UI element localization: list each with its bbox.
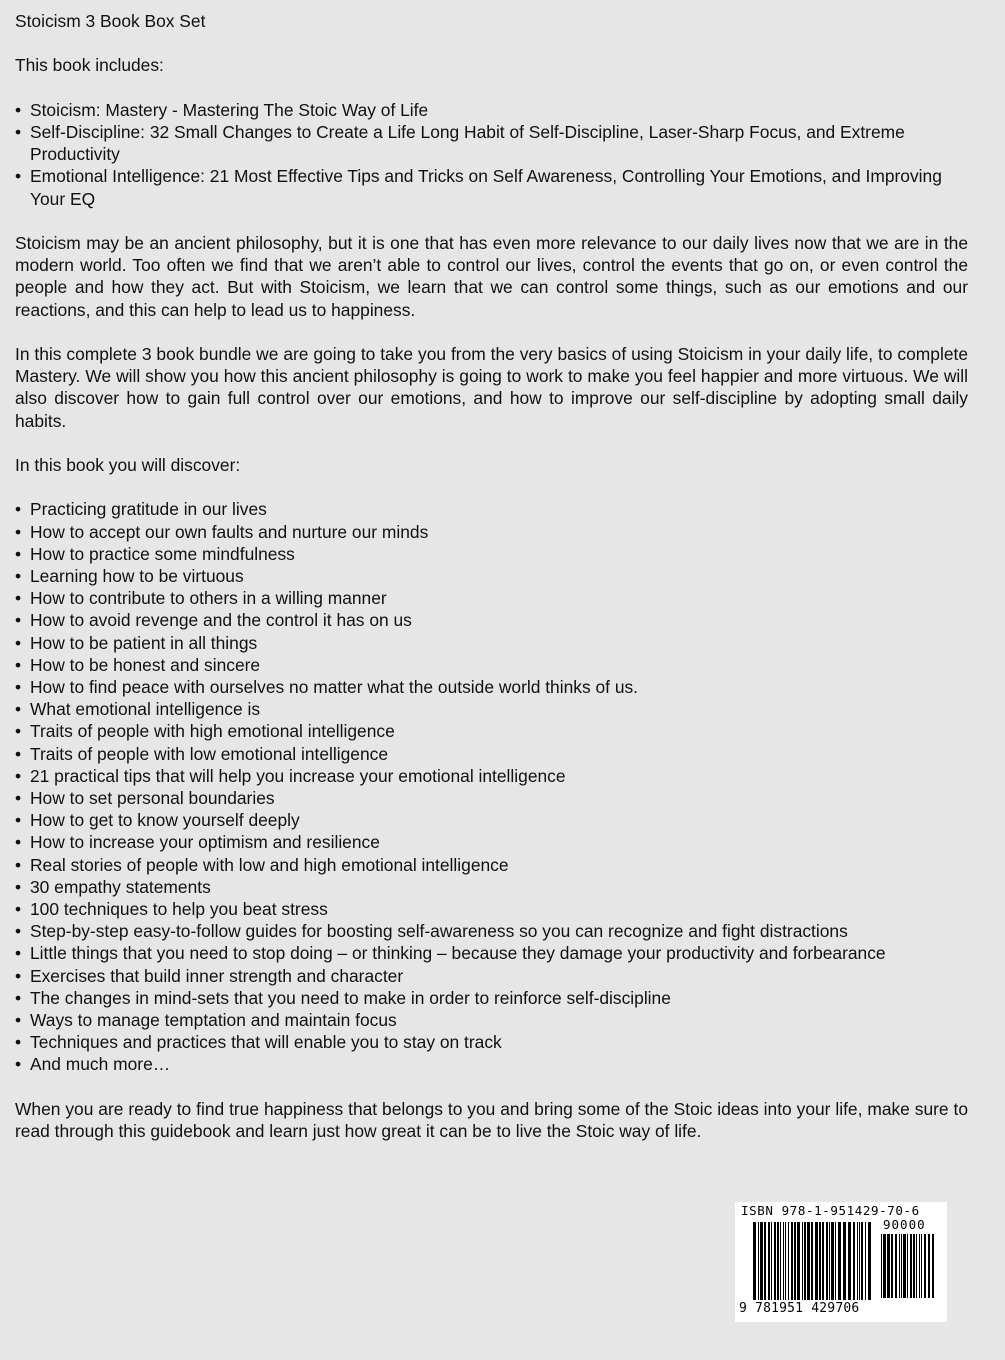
- included-book-item-text: Self-Discipline: 32 Small Changes to Create a Life Long Habit of Self-Discipline, Laser-Sharp Focus, and Extreme Productivity: [30, 121, 905, 165]
- discover-item-text: And much more…: [30, 1054, 171, 1075]
- included-book-item: [15, 99, 968, 121]
- discover-item-text: Little things that you need to stop doing – or thinking – because they damage your productivity and forbearance: [30, 943, 886, 964]
- discover-item-text: Real stories of people with low and high emotional intelligence: [30, 854, 509, 875]
- discover-item: [15, 609, 968, 631]
- discover-item: [15, 987, 968, 1009]
- discover-item: [15, 1053, 968, 1075]
- bullet-icon: •: [15, 543, 22, 564]
- price-barcode-bars-icon: [881, 1234, 937, 1298]
- bullet-icon: •: [15, 943, 22, 964]
- discover-item-text: Practicing gratitude in our lives: [30, 499, 267, 520]
- bullet-icon: •: [15, 677, 22, 697]
- isbn-label: ISBN 978-1-951429-70-6: [741, 1203, 920, 1218]
- discover-item: [15, 765, 968, 787]
- discover-item: [15, 676, 968, 698]
- bullet-icon: •: [15, 588, 22, 609]
- discover-item-text: Traits of people with low emotional intelligence: [30, 743, 388, 764]
- bullet-icon: •: [15, 876, 22, 897]
- discover-list: [15, 498, 968, 1075]
- discover-item: [15, 498, 968, 520]
- discover-item-text: Traits of people with high emotional intelligence: [30, 721, 395, 742]
- discover-item-text: Step-by-step easy-to-follow guides for boosting self-awareness so you can recognize and fight distractions: [30, 921, 848, 942]
- discover-item-text: Techniques and practices that will enable you to stay on track: [30, 1032, 502, 1053]
- bullet-icon: •: [15, 1032, 22, 1053]
- price-code: 90000: [883, 1217, 926, 1232]
- bullet-icon: •: [15, 810, 22, 831]
- bullet-icon: •: [15, 832, 22, 853]
- bullet-icon: •: [15, 121, 22, 142]
- discover-item-text: How to contribute to others in a willing manner: [30, 588, 387, 609]
- bullet-icon: •: [15, 610, 22, 631]
- book-title: Stoicism 3 Book Box Set: [15, 11, 206, 31]
- bullet-icon: •: [15, 854, 22, 875]
- discover-item-text: How to find peace with ourselves no matter what the outside world thinks of us.: [30, 677, 639, 697]
- included-book-item: [15, 165, 968, 209]
- discover-item: [15, 521, 968, 543]
- discover-item: [15, 720, 968, 742]
- discover-item-text: How to be patient in all things: [30, 632, 258, 653]
- closing-paragraph: When you are ready to find true happiness that belongs to you and bring some of the Stoic ideas into your life, make sure to read through this guidebook and learn just how great it can be to live the Stoic way of life.: [15, 1098, 968, 1142]
- discover-item-text: How to accept our own faults and nurture our minds: [30, 521, 429, 542]
- included-book-item-text: Stoicism: Mastery - Mastering The Stoic Way of Life: [30, 99, 429, 120]
- discover-item-text: How to increase your optimism and resilience: [30, 832, 380, 853]
- discover-item: [15, 809, 968, 831]
- discover-item: [15, 632, 968, 654]
- bullet-icon: •: [15, 965, 22, 986]
- bullet-icon: •: [15, 1054, 22, 1075]
- discover-item: [15, 854, 968, 876]
- back-cover-text: [15, 10, 968, 1142]
- discover-item-text: How to get to know yourself deeply: [30, 810, 300, 831]
- discover-item: [15, 565, 968, 587]
- bullet-icon: •: [15, 721, 22, 742]
- discover-item: [15, 587, 968, 609]
- bullet-icon: •: [15, 1010, 22, 1031]
- discover-item: [15, 654, 968, 676]
- includes-heading: This book includes:: [15, 55, 164, 76]
- included-book-item: [15, 121, 968, 165]
- discover-item: [15, 1009, 968, 1031]
- discover-item-text: How to set personal boundaries: [30, 788, 275, 809]
- bullet-icon: •: [15, 699, 22, 720]
- bullet-icon: •: [15, 788, 22, 809]
- discover-item: [15, 787, 968, 809]
- discover-item-text: 21 practical tips that will help you increase your emotional intelligence: [30, 765, 566, 786]
- discover-item: [15, 831, 968, 853]
- included-book-item-text: Emotional Intelligence: 21 Most Effective Tips and Tricks on Self Awareness, Controlling Your Emotions, and Improving Your EQ: [30, 166, 942, 209]
- bullet-icon: •: [15, 899, 22, 920]
- discover-heading: In this book you will discover:: [15, 454, 241, 475]
- barcode-bars-icon: [753, 1222, 873, 1302]
- bullet-icon: •: [15, 654, 22, 675]
- discover-item-text: What emotional intelligence is: [30, 699, 261, 720]
- discover-item: [15, 743, 968, 765]
- discover-item-text: How to practice some mindfulness: [30, 543, 295, 564]
- discover-item: [15, 543, 968, 565]
- discover-item: [15, 876, 968, 898]
- discover-item: [15, 698, 968, 720]
- bullet-icon: •: [15, 632, 22, 653]
- discover-item-text: The changes in mind-sets that you need to make in order to reinforce self-discipline: [30, 987, 671, 1008]
- bullet-icon: •: [15, 499, 22, 520]
- discover-item: [15, 1031, 968, 1053]
- discover-item: [15, 898, 968, 920]
- discover-item-text: 30 empathy statements: [30, 876, 211, 897]
- isbn-barcode: [735, 1202, 947, 1322]
- discover-item: [15, 920, 968, 942]
- discover-item-text: How to be honest and sincere: [30, 654, 261, 675]
- discover-item: [15, 942, 968, 964]
- discover-item-text: How to avoid revenge and the control it has on us: [30, 610, 412, 631]
- intro-paragraph: Stoicism may be an ancient philosophy, but it is one that has even more relevance to our daily lives now that we are in the modern world. Too often we find that we aren’t able to control our lives, control the events that go on, or even control the people and how they act. But with Stoicism, we learn that we can control some things, such as our emotions and our reactions, and this can help to lead us to happiness.: [15, 232, 968, 320]
- discover-item-text: Ways to manage temptation and maintain focus: [30, 1010, 397, 1031]
- bullet-icon: •: [15, 765, 22, 786]
- bullet-icon: •: [15, 743, 22, 764]
- discover-item: [15, 965, 968, 987]
- bundle-paragraph: In this complete 3 book bundle we are going to take you from the very basics of using Stoicism in your daily life, to complete Mastery. We will show you how this ancient philosophy is going to work to make you feel happier and more virtuous. We will also discover how to gain full control over our emotions, and how to improve our self-discipline by adopting small daily habits.: [15, 343, 968, 431]
- bullet-icon: •: [15, 521, 22, 542]
- discover-item-text: Learning how to be virtuous: [30, 565, 244, 586]
- bullet-icon: •: [15, 565, 22, 586]
- bullet-icon: •: [15, 166, 22, 187]
- barcode-digits: 9 781951 429706: [739, 1301, 860, 1316]
- discover-item-text: 100 techniques to help you beat stress: [30, 899, 328, 920]
- bullet-icon: •: [15, 987, 22, 1008]
- bullet-icon: •: [15, 99, 22, 120]
- included-books-list: [15, 99, 968, 210]
- discover-item-text: Exercises that build inner strength and character: [30, 965, 404, 986]
- bullet-icon: •: [15, 921, 22, 942]
